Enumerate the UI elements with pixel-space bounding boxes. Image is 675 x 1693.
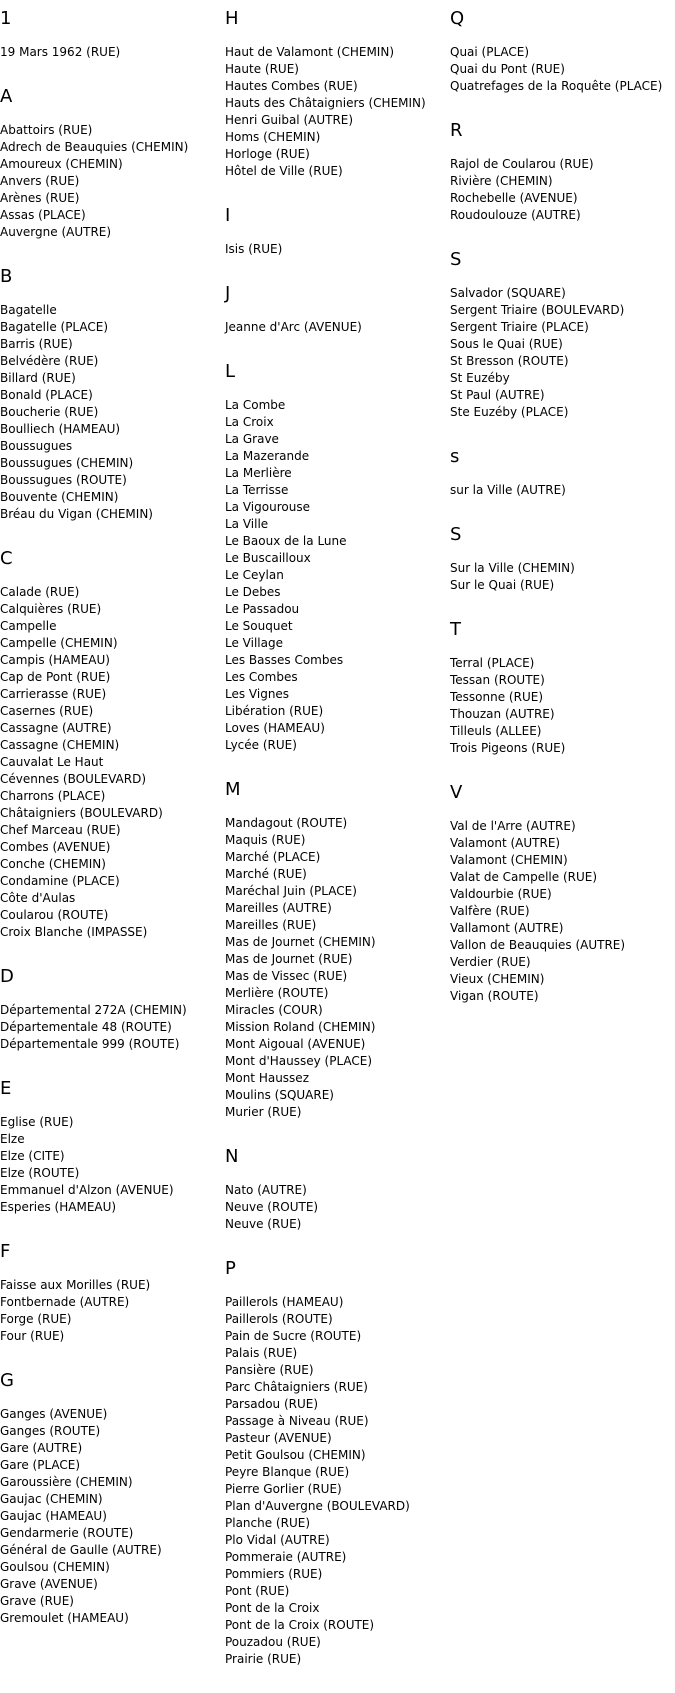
street-entry: Prairie (RUE) <box>225 1652 302 1666</box>
street-entry: Boussugues (CHEMIN) <box>0 456 134 470</box>
section-letter-heading: 1 <box>0 8 12 29</box>
street-entry: Barris (RUE) <box>0 337 73 351</box>
street-entry: Cassagne (AUTRE) <box>0 721 112 735</box>
street-entry: Coularou (ROUTE) <box>0 908 109 922</box>
street-entry: Adrech de Beauquies (CHEMIN) <box>0 140 189 154</box>
letter-section <box>450 8 675 95</box>
street-entry: St Euzéby <box>450 371 510 385</box>
street-entry: Gaujac (HAMEAU) <box>0 1509 107 1523</box>
street-entry: La Grave <box>225 432 279 446</box>
street-entry: Neuve (ROUTE) <box>225 1200 319 1214</box>
street-entry: Gaujac (CHEMIN) <box>0 1492 103 1506</box>
index-column <box>450 8 675 1693</box>
street-entry: Hautes Combes (RUE) <box>225 79 358 93</box>
street-entry: Vigan (ROUTE) <box>450 989 539 1003</box>
street-entry: Gare (AUTRE) <box>0 1441 83 1455</box>
street-entry: Les Vignes <box>225 687 290 701</box>
street-entry: Belvédère (RUE) <box>0 354 99 368</box>
street-entry: Boussugues <box>0 439 73 453</box>
street-entry: Bouvente (CHEMIN) <box>0 490 119 504</box>
street-entry: Côte d'Aulas <box>0 891 76 905</box>
street-entry: Jeanne d'Arc (AVENUE) <box>225 320 362 334</box>
street-entry: Mont Haussez <box>225 1071 309 1085</box>
section-letter-heading: V <box>450 782 463 803</box>
street-entry: Le Village <box>225 636 283 650</box>
letter-section <box>225 779 450 1121</box>
street-entry: Bagatelle (PLACE) <box>0 320 109 334</box>
street-entry: Quai (PLACE) <box>450 45 530 59</box>
street-entry: Sergent Triaire (PLACE) <box>450 320 589 334</box>
street-entry: Trois Pigeons (RUE) <box>450 741 566 755</box>
street-entry: Boussugues (ROUTE) <box>0 473 127 487</box>
street-entry: Boulliech (HAMEAU) <box>0 422 121 436</box>
street-entry: Assas (PLACE) <box>0 208 86 222</box>
street-entry: Cassagne (CHEMIN) <box>0 738 120 752</box>
street-entry: Pommeraie (AUTRE) <box>225 1550 347 1564</box>
letter-section <box>450 446 675 499</box>
street-entry: Vallamont (AUTRE) <box>450 921 564 935</box>
street-entry: Valdourbie (RUE) <box>450 887 552 901</box>
street-entry: Rivière (CHEMIN) <box>450 174 553 188</box>
letter-section <box>0 266 225 523</box>
street-entry: Le Baoux de la Lune <box>225 534 347 548</box>
street-entry: Rajol de Coularou (RUE) <box>450 157 594 171</box>
letter-section <box>225 205 450 258</box>
street-entry: Boucherie (RUE) <box>0 405 99 419</box>
street-entry: Valat de Campelle (RUE) <box>450 870 598 884</box>
street-entry: Haut de Valamont (CHEMIN) <box>225 45 395 59</box>
street-entry: Planche (RUE) <box>225 1516 310 1530</box>
letter-section <box>0 966 225 1053</box>
letter-section <box>225 361 450 754</box>
street-entry: Calquières (RUE) <box>0 602 102 616</box>
street-entry: Ganges (ROUTE) <box>0 1424 101 1438</box>
street-entry: Sur le Quai (RUE) <box>450 578 555 592</box>
section-letter-heading: R <box>450 120 463 141</box>
street-entry: Parsadou (RUE) <box>225 1397 319 1411</box>
street-entry: Campelle <box>0 619 57 633</box>
street-entry: Campelle (CHEMIN) <box>0 636 118 650</box>
street-entry: Homs (CHEMIN) <box>225 130 321 144</box>
street-entry: Rochebelle (AVENUE) <box>450 191 578 205</box>
street-entry: Maquis (RUE) <box>225 833 306 847</box>
street-entry: Mont d'Haussey (PLACE) <box>225 1054 373 1068</box>
street-entry: Grave (RUE) <box>0 1594 74 1608</box>
street-entry: Conche (CHEMIN) <box>0 857 106 871</box>
street-entry: Mas de Vissec (RUE) <box>225 969 348 983</box>
letter-section <box>450 524 675 594</box>
letter-section <box>450 782 675 1005</box>
street-entry: Cévennes (BOULEVARD) <box>0 772 147 786</box>
letter-section <box>450 120 675 224</box>
street-entry: Gendarmerie (ROUTE) <box>0 1526 134 1540</box>
street-entry: Four (RUE) <box>0 1329 65 1343</box>
letter-section <box>0 8 225 61</box>
street-entry: Combes (AVENUE) <box>0 840 111 854</box>
street-entry: 19 Mars 1962 (RUE) <box>0 45 121 59</box>
street-entry: La Terrisse <box>225 483 289 497</box>
section-letter-heading: E <box>0 1078 12 1099</box>
street-entry: Paillerols (ROUTE) <box>225 1312 333 1326</box>
street-entry: Sur la Ville (CHEMIN) <box>450 561 575 575</box>
street-entry: Valamont (AUTRE) <box>450 836 561 850</box>
street-entry: Bonald (PLACE) <box>0 388 93 402</box>
street-entry: Le Souquet <box>225 619 293 633</box>
street-entry: Verdier (RUE) <box>450 955 531 969</box>
section-letter-heading: F <box>0 1241 11 1262</box>
street-entry: Grave (AVENUE) <box>0 1577 98 1591</box>
street-entry: Fontbernade (AUTRE) <box>0 1295 130 1309</box>
street-entry: Pommiers (RUE) <box>225 1567 323 1581</box>
section-letter-heading: A <box>0 86 13 107</box>
letter-section <box>225 283 450 336</box>
letter-section <box>450 249 675 421</box>
letter-section <box>450 619 675 757</box>
street-entry: Condamine (PLACE) <box>0 874 120 888</box>
street-entry: Elze <box>0 1132 25 1146</box>
street-entry: St Bresson (ROUTE) <box>450 354 569 368</box>
street-entry: Pain de Sucre (ROUTE) <box>225 1329 362 1343</box>
street-entry: Charrons (PLACE) <box>0 789 106 803</box>
street-entry: Sergent Triaire (BOULEVARD) <box>450 303 625 317</box>
street-entry: Anvers (RUE) <box>0 174 80 188</box>
street-entry: Valamont (CHEMIN) <box>450 853 568 867</box>
street-entry: Miracles (COUR) <box>225 1003 323 1017</box>
street-entry: Le Debes <box>225 585 281 599</box>
section-letter-heading: S <box>450 249 462 270</box>
street-entry: Haute (RUE) <box>225 62 299 76</box>
street-entry: Maréchal Juin (PLACE) <box>225 884 357 898</box>
street-entry: Abattoirs (RUE) <box>0 123 93 137</box>
street-entry: Lycée (RUE) <box>225 738 297 752</box>
street-entry: Cap de Pont (RUE) <box>0 670 111 684</box>
street-entry: Pont (RUE) <box>225 1584 290 1598</box>
street-entry: Hauts des Châtaigniers (CHEMIN) <box>225 96 426 110</box>
street-entry: Terral (PLACE) <box>450 656 535 670</box>
letter-section <box>0 1078 225 1216</box>
street-entry: Valfère (RUE) <box>450 904 530 918</box>
street-entry: Châtaigniers (BOULEVARD) <box>0 806 163 820</box>
street-entry: Chef Marceau (RUE) <box>0 823 121 837</box>
section-letter-heading: s <box>450 446 460 467</box>
section-letter-heading: Q <box>450 8 465 29</box>
street-entry: Quatrefages de la Roquête (PLACE) <box>450 79 663 93</box>
street-entry: Auvergne (AUTRE) <box>0 225 112 239</box>
section-letter-heading: C <box>0 548 13 569</box>
street-entry: Croix Blanche (IMPASSE) <box>0 925 148 939</box>
section-letter-heading: B <box>0 266 13 287</box>
street-entry: Campis (HAMEAU) <box>0 653 110 667</box>
street-entry: La Croix <box>225 415 274 429</box>
street-entry: La Ville <box>225 517 269 531</box>
street-entry: La Vigourouse <box>225 500 310 514</box>
letter-section <box>225 8 450 180</box>
street-entry: Marché (PLACE) <box>225 850 321 864</box>
street-entry: Henri Guibal (AUTRE) <box>225 113 354 127</box>
letter-section <box>0 548 225 941</box>
letter-section <box>0 1241 225 1345</box>
street-entry: sur la Ville (AUTRE) <box>450 483 566 497</box>
street-entry: Ganges (AVENUE) <box>0 1407 108 1421</box>
street-entry: Horloge (RUE) <box>225 147 310 161</box>
section-letter-heading: J <box>225 283 231 304</box>
street-entry: Tilleuls (ALLEE) <box>450 724 542 738</box>
street-entry: Tessan (ROUTE) <box>450 673 545 687</box>
section-letter-heading: S <box>450 524 462 545</box>
section-letter-heading: D <box>0 966 14 987</box>
street-entry: Mandagout (ROUTE) <box>225 816 348 830</box>
letter-section <box>0 1370 225 1627</box>
section-letter-heading: M <box>225 779 241 800</box>
letter-section <box>0 86 225 241</box>
street-entry: Mission Roland (CHEMIN) <box>225 1020 376 1034</box>
street-entry: Passage à Niveau (RUE) <box>225 1414 369 1428</box>
street-entry: Hôtel de Ville (RUE) <box>225 164 343 178</box>
street-entry: Carrierasse (RUE) <box>0 687 107 701</box>
street-entry: Arènes (RUE) <box>0 191 80 205</box>
street-entry: Casernes (RUE) <box>0 704 94 718</box>
street-entry: Vieux (CHEMIN) <box>450 972 545 986</box>
street-entry: Marché (RUE) <box>225 867 307 881</box>
street-entry: Pierre Gorlier (RUE) <box>225 1482 342 1496</box>
street-entry: La Merlière <box>225 466 292 480</box>
street-entry: Peyre Blanque (RUE) <box>225 1465 350 1479</box>
index-column <box>0 8 225 1693</box>
street-entry: Gare (PLACE) <box>0 1458 81 1472</box>
street-entry: Ste Euzéby (PLACE) <box>450 405 569 419</box>
street-entry: Pont de la Croix <box>225 1601 320 1615</box>
street-entry: Elze (ROUTE) <box>0 1166 80 1180</box>
section-letter-heading: G <box>0 1370 14 1391</box>
street-entry: Esperies (HAMEAU) <box>0 1200 117 1214</box>
street-entry: Loves (HAMEAU) <box>225 721 325 735</box>
street-entry: Mont Aigoual (AVENUE) <box>225 1037 366 1051</box>
street-entry: Calade (RUE) <box>0 585 80 599</box>
street-entry: Mas de Journet (CHEMIN) <box>225 935 376 949</box>
street-entry: Départemental 272A (CHEMIN) <box>0 1003 187 1017</box>
street-entry: Les Basses Combes <box>225 653 344 667</box>
street-entry: Libération (RUE) <box>225 704 324 718</box>
street-entry: Quai du Pont (RUE) <box>450 62 565 76</box>
street-entry: Goulsou (CHEMIN) <box>0 1560 110 1574</box>
street-entry: Mareilles (AUTRE) <box>225 901 332 915</box>
section-letter-heading: L <box>225 361 236 382</box>
street-entry: Nato (AUTRE) <box>225 1183 307 1197</box>
street-entry: Bréau du Vigan (CHEMIN) <box>0 507 153 521</box>
street-entry: Le Ceylan <box>225 568 284 582</box>
street-entry: Thouzan (AUTRE) <box>450 707 555 721</box>
street-entry: Général de Gaulle (AUTRE) <box>0 1543 162 1557</box>
street-entry: Le Buscailloux <box>225 551 311 565</box>
street-entry: Elze (CITE) <box>0 1149 65 1163</box>
street-entry: Les Combes <box>225 670 298 684</box>
street-entry: La Combe <box>225 398 286 412</box>
street-entry: Pouzadou (RUE) <box>225 1635 321 1649</box>
street-entry: Pont de la Croix (ROUTE) <box>225 1618 375 1632</box>
street-entry: Paillerols (HAMEAU) <box>225 1295 344 1309</box>
street-entry: Neuve (RUE) <box>225 1217 302 1231</box>
street-entry: Vallon de Beauquies (AUTRE) <box>450 938 626 952</box>
street-entry: Murier (RUE) <box>225 1105 302 1119</box>
section-letter-heading: P <box>225 1258 236 1279</box>
letter-section <box>225 1146 450 1233</box>
index-column <box>225 8 450 1693</box>
street-entry: Bagatelle <box>0 303 57 317</box>
street-entry: Départementale 48 (ROUTE) <box>0 1020 172 1034</box>
street-entry: Garoussière (CHEMIN) <box>0 1475 133 1489</box>
street-entry: Merlière (ROUTE) <box>225 986 329 1000</box>
section-letter-heading: H <box>225 8 239 29</box>
street-entry: La Mazerande <box>225 449 310 463</box>
section-letter-heading: N <box>225 1146 239 1167</box>
street-entry: Tessonne (RUE) <box>450 690 543 704</box>
street-entry: Moulins (SQUARE) <box>225 1088 334 1102</box>
street-entry: Amoureux (CHEMIN) <box>0 157 123 171</box>
street-entry: St Paul (AUTRE) <box>450 388 545 402</box>
street-entry: Palais (RUE) <box>225 1346 298 1360</box>
street-entry: Pasteur (AVENUE) <box>225 1431 332 1445</box>
street-entry: Faisse aux Morilles (RUE) <box>0 1278 151 1292</box>
street-entry: Pansière (RUE) <box>225 1363 314 1377</box>
street-entry: Plo Vidal (AUTRE) <box>225 1533 330 1547</box>
street-entry: Parc Châtaigniers (RUE) <box>225 1380 368 1394</box>
street-entry: Val de l'Arre (AUTRE) <box>450 819 576 833</box>
letter-section <box>225 1258 450 1668</box>
street-entry: Roudoulouze (AUTRE) <box>450 208 581 222</box>
section-letter-heading: T <box>450 619 461 640</box>
street-entry: Eglise (RUE) <box>0 1115 74 1129</box>
section-letter-heading: I <box>225 205 231 226</box>
street-entry: Isis (RUE) <box>225 242 283 256</box>
street-entry: Le Passadou <box>225 602 300 616</box>
street-entry: Billard (RUE) <box>0 371 76 385</box>
street-entry: Gremoulet (HAMEAU) <box>0 1611 129 1625</box>
street-entry: Petit Goulsou (CHEMIN) <box>225 1448 366 1462</box>
street-entry: Cauvalat Le Haut <box>0 755 104 769</box>
street-entry: Mas de Journet (RUE) <box>225 952 353 966</box>
street-entry: Mareilles (RUE) <box>225 918 317 932</box>
street-entry: Forge (RUE) <box>0 1312 72 1326</box>
street-entry: Emmanuel d'Alzon (AVENUE) <box>0 1183 174 1197</box>
street-entry: Plan d'Auvergne (BOULEVARD) <box>225 1499 410 1513</box>
street-entry: Sous le Quai (RUE) <box>450 337 563 351</box>
street-entry: Départementale 999 (ROUTE) <box>0 1037 180 1051</box>
street-entry: Salvador (SQUARE) <box>450 286 566 300</box>
